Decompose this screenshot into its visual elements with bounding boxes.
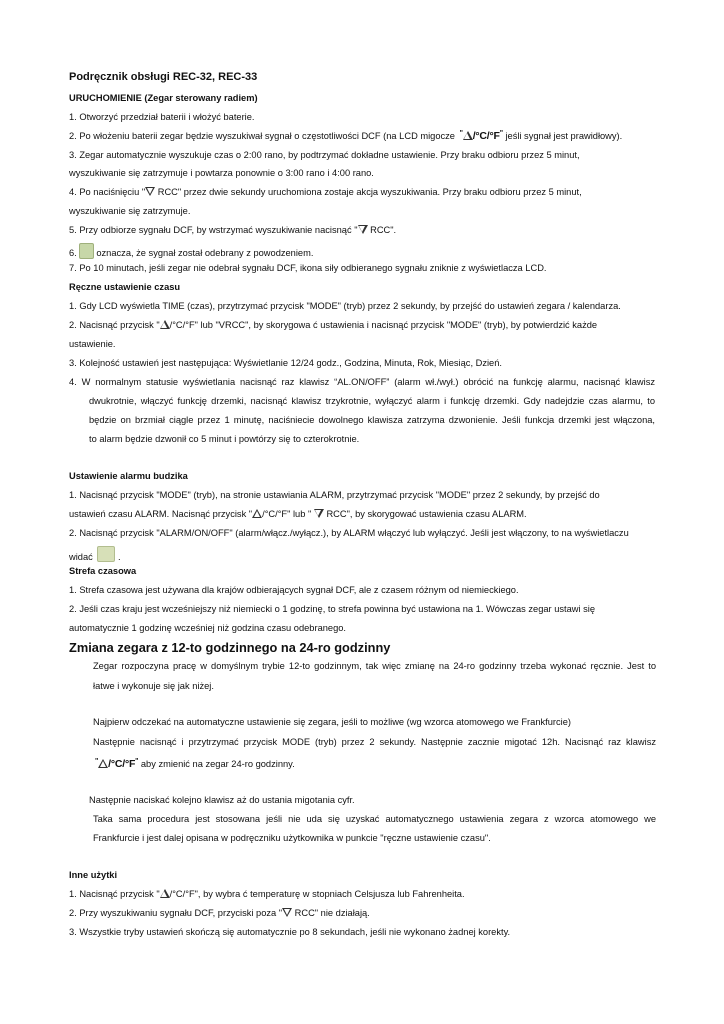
section-heading-12-24: Zmiana zegara z 12-to godzinnego na 24-ro godzinny (69, 640, 391, 655)
other-step-3: 3. Wszystkie tryby ustawień skończą się automatycznie po 8 sekundach, jeśli nie wykonano żadnej korekty. (69, 927, 511, 937)
startup-step-1: 1. Otworzyć przedział baterii i włożyć baterie. (69, 112, 255, 122)
startup-step-4a: 4. Po naciśnięciu " RCC" przez dwie sekundy uruchomiona zostaje akcja wyszukiwania. Przy braku odbioru przez 5 minut, (69, 187, 582, 197)
alarm-step-1b: ustawień czasu ALARM. Nacisnąć przycisk " /°C/°F" lub " RCC", by skorygować ustawienia czasu ALARM. (69, 509, 527, 519)
conversion-para-5a: Taka sama procedura jest stosowana jeśli nie uda się uzyskać automatycznego ustawienia zegara z wzorca atomowego we (93, 814, 656, 824)
timezone-step-2a: 2. Jeśli czas kraju jest wcześniejszy niż niemiecki o 1 godzinę, to strefa powinna być ustawiona na 1. Wówczas zegar ustawi się (69, 604, 596, 614)
section-heading-manual-time: Ręczne ustawienie czasu (69, 282, 181, 292)
triangle-up-icon (98, 759, 108, 768)
other-step-2: 2. Przy wyszukiwaniu sygnału DCF, przyciski poza " RCC" nie działają. (69, 908, 370, 918)
other-step-1: 1. Nacisnąć przycisk " /°C/°F", by wybra ć temperaturę w stopniach Celsjusza lub Fahrenheita. (69, 889, 465, 899)
section-heading-startup: URUCHOMIENIE (Zegar sterowany radiem) (69, 93, 258, 103)
manual-step-2b: ustawienie. (69, 339, 116, 349)
conversion-para-3b: " /°C/°F" aby zmienić na zegar 24-ro godzinny. (95, 758, 295, 770)
triangle-down-icon (358, 225, 368, 234)
startup-step-4b: wyszukiwanie się zatrzymuje. (69, 206, 191, 216)
alarm-bell-icon (97, 546, 115, 562)
alarm-step-2a: 2. Nacisnąć przycisk "ALARM/ON/OFF" (alarm/włącz./wyłącz.), by ALARM włączyć lub wyłączyć. Jeśli jest włączony, to na wyświetlaczu (69, 528, 629, 538)
startup-step-5: 5. Przy odbiorze sygnału DCF, by wstrzymać wyszukiwanie nacisnąć " RCC". (69, 225, 397, 235)
conversion-para-5b: Frankfurcie i jest dalej opisana w podręczniku użytkownika w punkcie "ręczne ustawienie czasu". (93, 833, 491, 843)
manual-step-3: 3. Kolejność ustawień jest następująca: Wyświetlanie 12/24 godz., Godzina, Minuta, Rok, Miesiąc, Dzień. (69, 358, 502, 368)
triangle-unit-glyph: " /°C/°F" (459, 130, 503, 142)
triangle-down-icon (145, 187, 155, 196)
startup-step-3b: wyszukiwanie się zatrzymuje i powtarza ponownie o 3:00 rano i 4:00 rano. (69, 168, 374, 178)
conversion-para-3a: Następnie nacisnąć i przytrzymać przycisk MODE (tryb) przez 2 sekundy. Następnie zacznie migotać 12h. Nacisnąć raz klawisz (93, 737, 656, 747)
triangle-unit-glyph: " /°C/°F" (95, 758, 139, 770)
manual-step-4b: dwukrotnie, włączyć funkcję drzemki, nacisnąć klawisz trzykrotnie, wyłączyć alarm i funkcję drzemki. Gdy nadejdzie czas alarmu, to (89, 396, 655, 406)
timezone-step-1: 1. Strefa czasowa jest używana dla krajów odbierających sygnał DCF, ale z czasem różnym od niemieckiego. (69, 585, 519, 595)
section-heading-timezone: Strefa czasowa (69, 566, 137, 576)
timezone-step-2b: automatycznie 1 godzinę wcześniej niż godzina czasu odebranego. (69, 623, 347, 633)
alarm-step-2b: widać . (69, 546, 121, 563)
triangle-down-icon (282, 908, 292, 917)
manual-step-4c: będzie on brzmiał ciągle przez 1 minutę, naciśniecie dowolnego klawisza zatrzyma dzwonienie. Jeśli funkcja drzemki jest włączona, (89, 415, 655, 425)
manual-step-4d: to alarm będzie dzwonił co 5 minut i powtórzy się to czterokrotnie. (89, 434, 360, 444)
triangle-up-icon (463, 131, 473, 140)
conversion-para-2: Najpierw odczekać na automatyczne ustawienie się zegara, jeśli to możliwe (wg wzorca atomowego we Frankfurcie) (93, 717, 571, 727)
signal-received-icon (79, 243, 94, 259)
conversion-para-4: Następnie naciskać kolejno klawisz aż do ustania migotania cyfr. (89, 795, 355, 805)
manual-step-2a: 2. Nacisnąć przycisk " /°C/°F" lub "VRCC", by skorygowa ć ustawienia i nacisnąć przycisk "MODE" (tryb), by potwierdzić każde (69, 320, 598, 330)
startup-step-3a: 3. Zegar automatycznie wyszukuje czas o 2:00 rano, by podtrzymać dokładne ustawienie. Przy braku odbioru przez 5 minut, (69, 150, 580, 160)
triangle-down-icon (314, 509, 324, 518)
manual-step-4a: 4. W normalnym statusie wyświetlania nacisnąć raz klawisz “AL.ON/OFF” (alarm wł./wył.) obrócić na funkcję alarmu, nacisnąć klawisz (69, 377, 655, 387)
section-heading-alarm: Ustawienie alarmu budzika (69, 471, 188, 481)
triangle-up-icon (160, 320, 170, 329)
manual-step-1: 1. Gdy LCD wyświetla TIME (czas), przytrzymać przycisk "MODE" (tryb) przez 2 sekundy, by przejść do ustawień zegara / kalendarza. (69, 301, 621, 311)
startup-step-6: 6. oznacza, że sygnał został odebrany z powodzeniem. (69, 243, 313, 259)
triangle-up-icon (252, 509, 262, 518)
conversion-para-1a: Zegar rozpoczyna pracę w domyślnym trybie 12-to godzinnym, tak więc zmianę na 24-ro godzinny trzeba wykonać ręcznie. Jest to (93, 661, 656, 671)
startup-step-7: 7. Po 10 minutach, jeśli zegar nie odebrał sygnału DCF, ikona siły odbieranego sygnału zniknie z wyświetlacza LCD. (69, 263, 547, 273)
conversion-para-1b: łatwe i wykonuje się jak niżej. (93, 681, 214, 691)
alarm-step-1a: 1. Nacisnąć przycisk "MODE" (tryb), na stronie ustawiania ALARM, przytrzymać przycisk "MODE" przez 2 sekundy, by przejść do (69, 490, 600, 500)
section-heading-other: Inne użytki (69, 870, 118, 880)
startup-step-2: 2. Po włożeniu baterii zegar będzie wyszukiwał sygnał o częstotliwości DCF (na LCD migocze " /°C/°F" jeśli sygnał jest prawidłowy). (69, 130, 623, 142)
triangle-up-icon (160, 889, 170, 898)
page-title: Podręcznik obsługi REC-32, REC-33 (69, 71, 258, 83)
